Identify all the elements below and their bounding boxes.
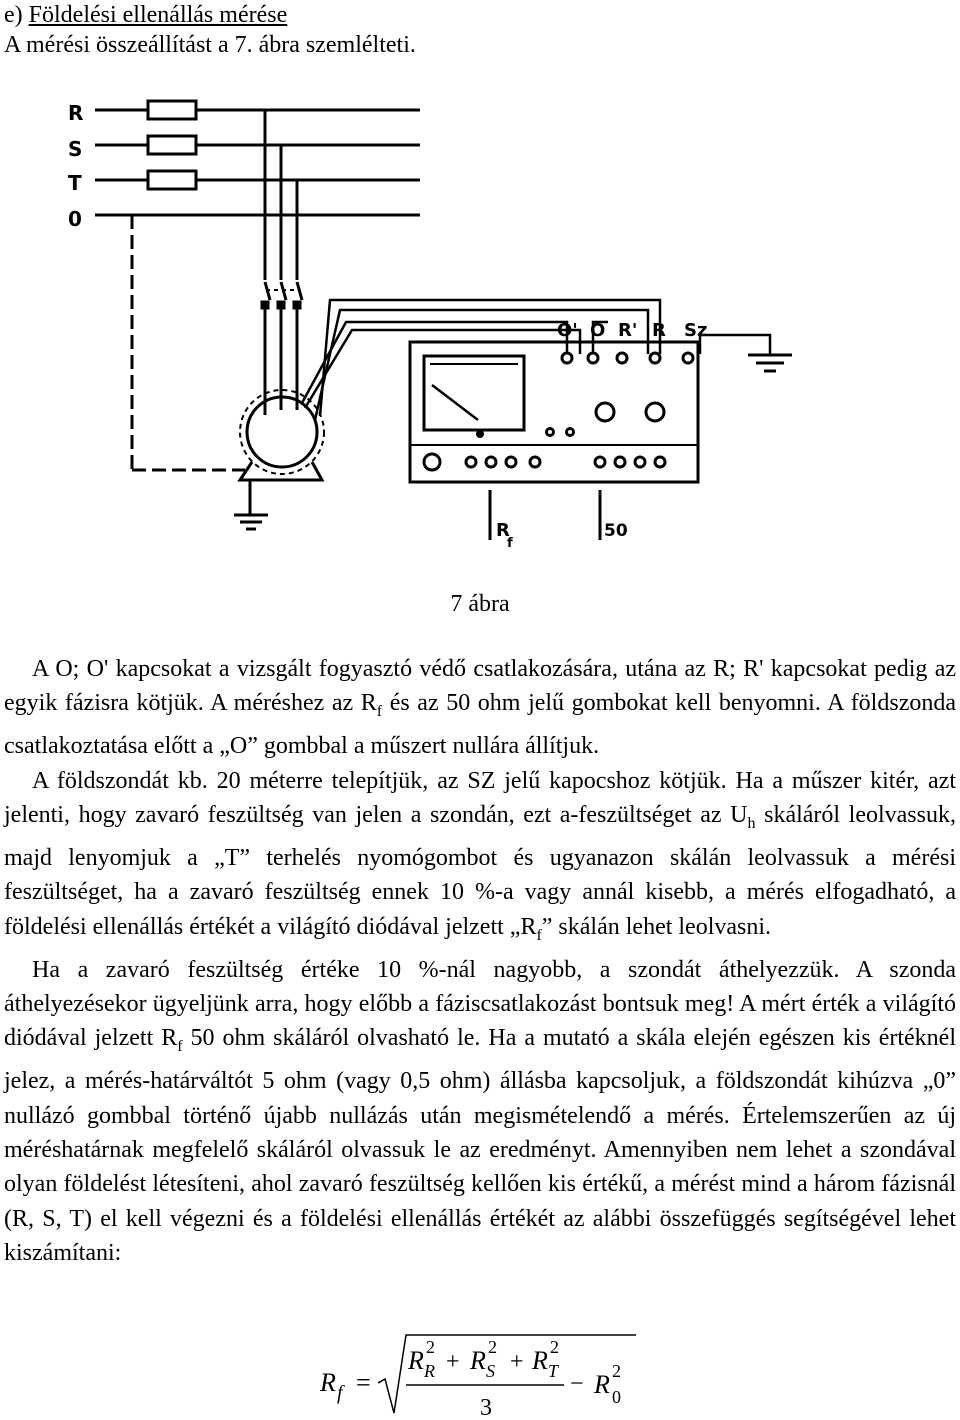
terminal-label-o-prime: O': [557, 320, 578, 341]
terminal-o-prime: [562, 353, 572, 363]
plus-1: +: [446, 1349, 460, 1375]
plus-2: +: [510, 1349, 524, 1375]
subscript-f: f: [536, 926, 542, 944]
button-pointers: [490, 490, 628, 551]
numerator-s-sq: 2: [488, 1337, 497, 1357]
section-heading: [4, 0, 287, 30]
fuses: [148, 101, 196, 189]
denominator: 3: [480, 1395, 492, 1420]
fuse-s: [148, 136, 196, 154]
paragraph-1-text: A O; O' kapcsokat a vizsgált fogyasztó védő csatlakozására, utána az R; R' kapcsokat pedig az egyik fázisra kötjük. A méréshez az R: [4, 656, 956, 717]
terminal-label-o: O: [590, 320, 606, 341]
button-4: [530, 457, 540, 467]
three-pole-switch: [262, 282, 302, 308]
r0-sq: 2: [612, 1361, 621, 1381]
terminal-r-prime: [617, 353, 627, 363]
button-8: [655, 457, 665, 467]
range-knob-left: [596, 403, 614, 421]
paragraph-3: [4, 953, 956, 1270]
paragraph-1: [4, 652, 956, 764]
paragraph-3-text-a: Ha a zavaró feszültség értéke 10 %-nál nagyobb, a szondát áthelyezzük. A szonda áthelyezésekor ügyeljünk arra, hogy előbb a fáziscsatlakozást bontsuk meg! A mért érték a világító diódával jelzett R: [4, 956, 956, 1052]
terminal-label-sz: Sz: [684, 320, 708, 341]
section-number: e): [4, 2, 23, 28]
section-title: Földelési ellenállás mérése: [28, 2, 288, 28]
button-3: [506, 457, 516, 467]
motor-ground-icon: [234, 515, 268, 529]
formula: [320, 1325, 650, 1420]
led-2: [567, 429, 574, 436]
switch-drops: [265, 110, 297, 415]
phase-label-r: R: [68, 101, 84, 125]
phase-label-0: 0: [68, 207, 82, 231]
subscript-f: f: [376, 703, 383, 721]
r0: R: [594, 1370, 610, 1399]
numerator-t: R: [532, 1346, 548, 1375]
subscript-f: f: [177, 1038, 183, 1056]
paragraph-2-text-a: A földszondát kb. 20 méterre telepítjük, az SZ jelű kapocshoz kötjük. Ha a műszer kitér, azt jelenti, hogy zavaró feszültség van jelen a szondán, ezt a-feszültséget az U: [4, 767, 956, 828]
numerator-s-sub: S: [486, 1361, 495, 1381]
button-7: [635, 457, 645, 467]
led-1: [547, 429, 554, 436]
supply-lines: [95, 110, 420, 215]
figure-caption: 7 ábra: [450, 591, 510, 617]
intro-text: A mérési összeállítást a 7. ábra szemlélteti.: [4, 32, 416, 58]
body-text: [4, 652, 956, 1270]
formula-equals: =: [356, 1368, 371, 1397]
terminal-o: [588, 353, 598, 363]
phase-label-s: S: [68, 137, 83, 161]
range-knob-right: [646, 403, 664, 421]
rf-button-label: R: [496, 520, 510, 541]
fuse-t: [148, 171, 196, 189]
paragraph-3-text-b: 50 ohm skáláról olvasható le. Ha a mutató a skála elején egészen kis értéknél jelez, a mérés-határváltót 5 ohm (vagy 0,5 ohm) állásba kapcsoljuk, a földszondát kihúzva „0” nullázó gombbal történő újabb nullázás után megismételendő a mérés. Értelemszerűen az új méréshatárnak megfelelő skáláról olvassuk le az eredményt. Amennyiben nem lehet a szondával olyan földelést létesíteni, ahol zavaró feszültség kellően kis értékű, a mérést mind a három fázisnál (R, S, T) el kell végezni és a földelési ellenállás értékét az alábbi összefüggés segítségével lehet kiszámítani:: [4, 1025, 956, 1266]
r0-sub: 0: [612, 1387, 621, 1407]
terminal-sz: [683, 353, 693, 363]
paragraph-2-text-b: skáláról leolvassuk, majd lenyomjuk a „T” terhelés nyomógombot és ugyanazon skálán leolvassuk a mérési feszültséget, ha a zavaró feszültség ennek 10 %-a vagy annál kisebb, a mérés elfogadható, a földelési ellenállás értékét a világító diódával jelzett „R: [4, 801, 956, 940]
neutral-dashed-line: [132, 215, 245, 470]
button-6: [615, 457, 625, 467]
fifty-button-label: 50: [604, 521, 628, 541]
formula-lhs: R: [320, 1368, 336, 1397]
paragraph-2: [4, 764, 956, 953]
terminal-label-r-prime: R': [618, 320, 638, 341]
minus: −: [570, 1371, 584, 1397]
rf-button-label-sub: f: [507, 536, 513, 551]
probe-ground-icon: [748, 355, 792, 371]
numerator-r-sub: R: [424, 1361, 435, 1381]
lead-wires: [302, 300, 770, 420]
measurement-setup-diagram: [0, 80, 960, 580]
meter-display: [424, 356, 524, 430]
terminal-r: [650, 353, 660, 363]
numerator-r-sq: 2: [426, 1337, 435, 1357]
numerator-r: R: [408, 1346, 424, 1375]
button-1: [466, 457, 476, 467]
instrument: [410, 342, 698, 482]
phase-label-t: T: [68, 171, 82, 195]
numerator-t-sq: 2: [550, 1337, 559, 1357]
numerator-s: R: [470, 1346, 486, 1375]
button-2: [486, 457, 496, 467]
paragraph-1-end: és az 50 ohm jelű gombokat kell benyomni. A földszonda csatlakoztatása előtt a „O” gombbal a műszert nullára állítjuk.: [4, 690, 956, 760]
paragraph-2-text-c: ” skálán lehet leolvasni.: [541, 913, 772, 940]
button-5: [595, 457, 605, 467]
formula-lhs-sub: f: [337, 1382, 343, 1404]
fuse-r: [148, 101, 196, 119]
terminal-label-r: R: [652, 320, 666, 341]
subscript-h: h: [747, 814, 756, 832]
numerator-t-sub: T: [548, 1361, 559, 1381]
power-button: [424, 454, 440, 470]
